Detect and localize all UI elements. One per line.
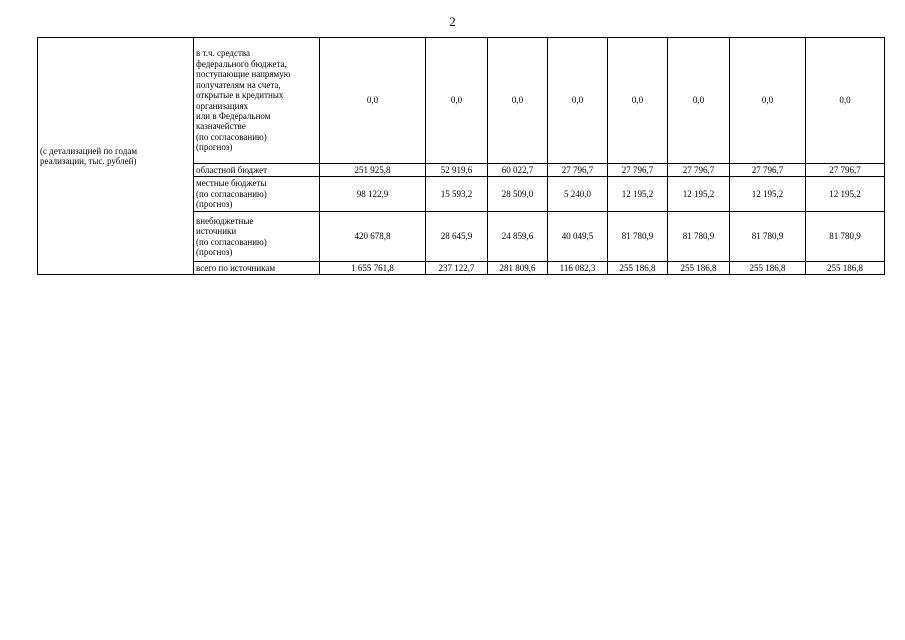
source-label-local: местные бюджеты (по согласованию) (прогноз)	[194, 177, 320, 212]
value-cell: 24 859,6	[488, 212, 548, 262]
page-number: 2	[449, 14, 456, 29]
value-cell: 0,0	[320, 38, 426, 164]
funding-table	[37, 37, 885, 275]
value-cell: 0,0	[730, 38, 806, 164]
value-cell: 81 780,9	[668, 212, 730, 262]
value-cell: 81 780,9	[806, 212, 885, 262]
value-cell: 60 022,7	[488, 164, 548, 177]
value-cell: 0,0	[668, 38, 730, 164]
value-cell: 0,0	[806, 38, 885, 164]
value-cell: 28 509,0	[488, 177, 548, 212]
value-cell: 27 796,7	[608, 164, 668, 177]
value-cell: 27 796,7	[668, 164, 730, 177]
value-cell: 0,0	[548, 38, 608, 164]
row-header-cell: (с детализацией по годам реализации, тыс. рублей)	[38, 38, 194, 275]
value-cell: 12 195,2	[806, 177, 885, 212]
value-cell: 27 796,7	[730, 164, 806, 177]
value-cell: 0,0	[488, 38, 548, 164]
value-cell: 420 678,8	[320, 212, 426, 262]
value-cell: 12 195,2	[608, 177, 668, 212]
value-cell: 251 925,8	[320, 164, 426, 177]
value-cell: 237 122,7	[426, 262, 488, 275]
value-cell: 255 186,8	[806, 262, 885, 275]
source-label-total: всего по источникам	[194, 262, 320, 275]
value-cell: 255 186,8	[668, 262, 730, 275]
value-cell: 281 809,6	[488, 262, 548, 275]
value-cell: 81 780,9	[608, 212, 668, 262]
value-cell: 27 796,7	[548, 164, 608, 177]
value-cell: 255 186,8	[608, 262, 668, 275]
value-cell: 1 655 761,8	[320, 262, 426, 275]
value-cell: 98 122,9	[320, 177, 426, 212]
table-row	[38, 38, 885, 164]
value-cell: 0,0	[426, 38, 488, 164]
value-cell: 12 195,2	[668, 177, 730, 212]
value-cell: 15 593,2	[426, 177, 488, 212]
value-cell: 81 780,9	[730, 212, 806, 262]
source-label-regional: областной бюджет	[194, 164, 320, 177]
value-cell: 12 195,2	[730, 177, 806, 212]
source-label-federal: в т.ч. средства федерального бюджета, поступающие напрямую получателям на счета, открытые в кредитных организациях или в Федеральном казначействе (по согласованию) (прогноз)	[194, 38, 320, 164]
value-cell: 116 082,3	[548, 262, 608, 275]
value-cell: 28 645,9	[426, 212, 488, 262]
source-label-extrabudgetary: внебюджетные источники (по согласованию) (прогноз)	[194, 212, 320, 262]
value-cell: 40 049,5	[548, 212, 608, 262]
value-cell: 52 919,6	[426, 164, 488, 177]
value-cell: 27 796,7	[806, 164, 885, 177]
value-cell: 0,0	[608, 38, 668, 164]
value-cell: 5 240,0	[548, 177, 608, 212]
value-cell: 255 186,8	[730, 262, 806, 275]
